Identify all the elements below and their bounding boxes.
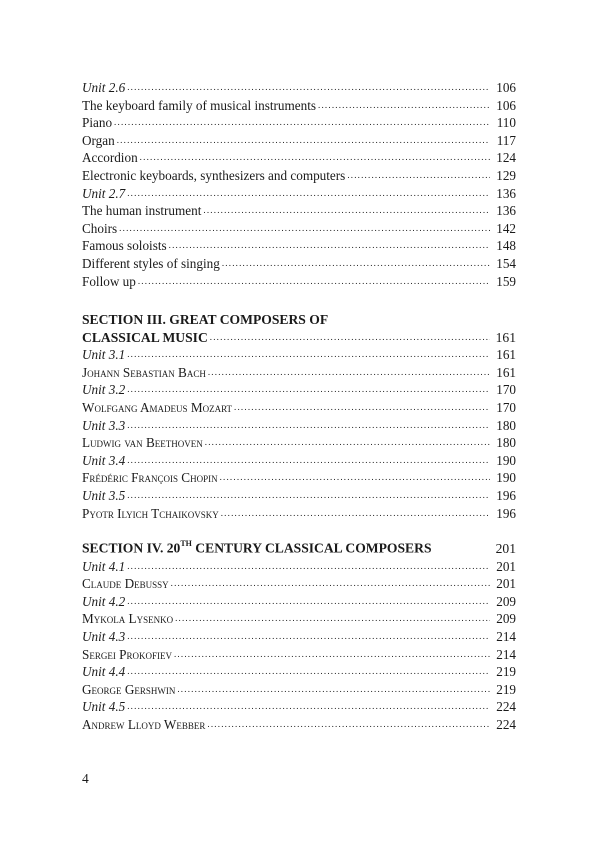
section-3-title-row: [82, 329, 516, 347]
toc-entry-page: 214: [496, 646, 516, 662]
toc-entry-label: Frédéric François Chopin: [82, 470, 218, 486]
toc-entry-label: Unit 4.1: [82, 558, 126, 574]
toc-entry-page: 136: [496, 185, 516, 201]
leader-dots: [127, 628, 490, 646]
toc-entry-label: The human instrument: [82, 203, 202, 219]
toc-entry: [82, 381, 516, 399]
leader-dots: [127, 663, 490, 681]
toc-entry-label: Organ: [82, 132, 115, 148]
toc-entry-page: 190: [496, 452, 516, 468]
leader-dots: [114, 114, 490, 132]
section-3-entries: [82, 346, 516, 522]
toc-entry-label: Unit 2.7: [82, 185, 126, 201]
toc-entry-label: Unit 4.5: [82, 699, 126, 715]
section-3-title-line1: SECTION III. GREAT COMPOSERS OF: [82, 312, 329, 327]
toc-entry: [82, 505, 516, 523]
toc-entry: [82, 558, 516, 576]
toc-entry-label: Unit 3.1: [82, 347, 126, 363]
leader-dots: [127, 346, 490, 364]
toc-entry-page: 170: [496, 382, 516, 398]
toc-entry-label: Famous soloists: [82, 238, 167, 254]
toc-entry: [82, 434, 516, 452]
toc-entry-page: 209: [496, 611, 516, 627]
toc-entry: [82, 79, 516, 97]
toc-entry: [82, 417, 516, 435]
toc-entry-label: The keyboard family of musical instruments: [82, 97, 317, 113]
toc-entry: [82, 97, 516, 115]
toc-entry-label: Sergei Prokofiev: [82, 646, 172, 662]
leader-dots: [171, 575, 490, 593]
toc-entry: [82, 220, 516, 238]
leader-dots: [127, 558, 490, 576]
section-4-title-prefix: SECTION IV. 20: [82, 541, 181, 556]
leader-dots: [127, 381, 490, 399]
leader-dots: [220, 469, 490, 487]
toc-entry: [82, 114, 516, 132]
toc-entry-label: Electronic keyboards, synthesizers and computers: [82, 167, 346, 183]
leader-dots: [222, 255, 490, 273]
leader-dots: [127, 452, 490, 470]
toc-entry-label: Follow up: [82, 273, 136, 289]
leader-dots: [203, 202, 490, 220]
toc-entry-page: 106: [496, 80, 516, 95]
toc-entry-page: 180: [496, 417, 516, 433]
toc-entry: [82, 132, 516, 150]
toc-entry-page: 170: [496, 399, 516, 415]
leader-dots: [234, 399, 490, 417]
toc-entry: [82, 255, 516, 273]
leader-dots: [347, 167, 490, 185]
toc-entry-page: 180: [496, 435, 516, 451]
toc-entry-page: 142: [496, 220, 516, 236]
toc-entry: [82, 663, 516, 681]
toc-entry-label: Unit 3.5: [82, 487, 126, 503]
leader-dots: [127, 185, 490, 203]
leader-dots: [127, 698, 490, 716]
toc-entry-page: 219: [496, 681, 516, 697]
toc-entry: [82, 452, 516, 470]
toc-entry-label: Unit 2.6: [82, 80, 126, 95]
toc-entry-label: Unit 4.2: [82, 593, 126, 609]
toc-entry-page: 196: [496, 505, 516, 521]
section-4-title-suffix: CENTURY CLASSICAL COMPOSERS: [191, 541, 432, 556]
leader-dots: [127, 79, 490, 97]
toc-entry: [82, 167, 516, 185]
leader-dots: [174, 646, 490, 664]
leader-dots: [221, 505, 490, 523]
toc-entry: [82, 610, 516, 628]
toc-entry-page: 201: [496, 558, 516, 574]
leader-dots: [127, 487, 490, 505]
leader-dots: [210, 329, 490, 347]
toc-entry: [82, 399, 516, 417]
toc-entry-page: 124: [496, 150, 516, 166]
leader-dots: [207, 716, 490, 734]
leader-dots: [175, 610, 490, 628]
section-4-title-row: [82, 540, 516, 558]
toc-entry-label: Unit 3.2: [82, 382, 126, 398]
toc-entry-label: Unit 4.4: [82, 664, 126, 680]
section-4: [82, 540, 516, 734]
toc-entry-page: 224: [496, 716, 516, 732]
section-3-page: 161: [495, 329, 516, 345]
section-4-entries: [82, 558, 516, 734]
page-number: 4: [82, 771, 89, 786]
toc-entry-page: 129: [496, 167, 516, 183]
toc-entry: [82, 646, 516, 664]
toc-entry: [82, 628, 516, 646]
toc-entry: [82, 364, 516, 382]
leader-dots: [127, 417, 490, 435]
toc-entry-page: 154: [496, 255, 516, 271]
toc-entry-page: 136: [496, 203, 516, 219]
leader-dots: [140, 149, 490, 167]
toc-entry: [82, 149, 516, 167]
toc-entry-page: 219: [496, 664, 516, 680]
toc-entry: [82, 202, 516, 220]
leader-dots: [205, 434, 490, 452]
toc-entry: [82, 346, 516, 364]
toc-entry-page: 161: [496, 347, 516, 363]
toc-entry: [82, 487, 516, 505]
section-4-page: 201: [495, 541, 516, 556]
toc-entry-page: 214: [496, 628, 516, 644]
section-4-title-sup: TH: [180, 539, 192, 549]
toc-entry: [82, 681, 516, 699]
leader-dots: [127, 593, 490, 611]
leader-dots: [117, 132, 490, 150]
toc-entry-page: 110: [496, 115, 516, 131]
toc-entry-label: Piano: [82, 115, 113, 131]
toc-entry: [82, 185, 516, 203]
toc-entry-label: Wolfgang Amadeus Mozart: [82, 399, 233, 415]
section-3: [82, 311, 516, 522]
toc-entry-label: Pyotr Ilyich Tchaikovsky: [82, 505, 219, 521]
toc-entry: [82, 273, 516, 291]
toc-entry: [82, 593, 516, 611]
toc-entry-page: 196: [496, 487, 516, 503]
toc-entry-label: Johann Sebastian Bach: [82, 364, 206, 380]
toc-entry: [82, 575, 516, 593]
toc-entry-label: Different styles of singing: [82, 255, 220, 271]
toc-entry-page: 190: [496, 470, 516, 486]
toc-entry-label: Choirs: [82, 220, 118, 236]
toc-entry-label: Unit 3.3: [82, 417, 126, 433]
leader-dots: [318, 97, 490, 115]
section-3-title-line2: CLASSICAL MUSIC: [82, 329, 208, 345]
toc-block-units-2: [82, 79, 516, 290]
section-4-title: [82, 536, 432, 557]
toc-entry-label: Ludwig van Beethoven: [82, 435, 203, 451]
leader-dots: [169, 237, 490, 255]
toc-entry: [82, 469, 516, 487]
toc-entry-page: 201: [496, 576, 516, 592]
leader-dots: [208, 364, 490, 382]
toc-entry-label: Accordion: [82, 150, 138, 166]
leader-dots: [177, 681, 490, 699]
toc-entry-label: Andrew Lloyd Webber: [82, 716, 206, 732]
toc-entry-label: George Gershwin: [82, 681, 176, 697]
toc-entry-page: 224: [496, 699, 516, 715]
toc-entry: [82, 698, 516, 716]
toc-entry-label: Unit 3.4: [82, 452, 126, 468]
toc-entry-label: Unit 4.3: [82, 628, 126, 644]
toc-entry-page: 117: [496, 132, 516, 148]
toc-entry-page: 209: [496, 593, 516, 609]
toc-entry-label: Mykola Lysenko: [82, 611, 174, 627]
toc-entry-page: 106: [496, 97, 516, 113]
toc-entry-page: 161: [496, 364, 516, 380]
toc-entry: [82, 716, 516, 734]
toc-entry-page: 159: [496, 273, 516, 289]
toc-entry-label: Claude Debussy: [82, 576, 169, 592]
toc-entry: [82, 237, 516, 255]
leader-dots: [119, 220, 490, 238]
toc-entry-page: 148: [496, 238, 516, 254]
leader-dots: [138, 273, 490, 291]
